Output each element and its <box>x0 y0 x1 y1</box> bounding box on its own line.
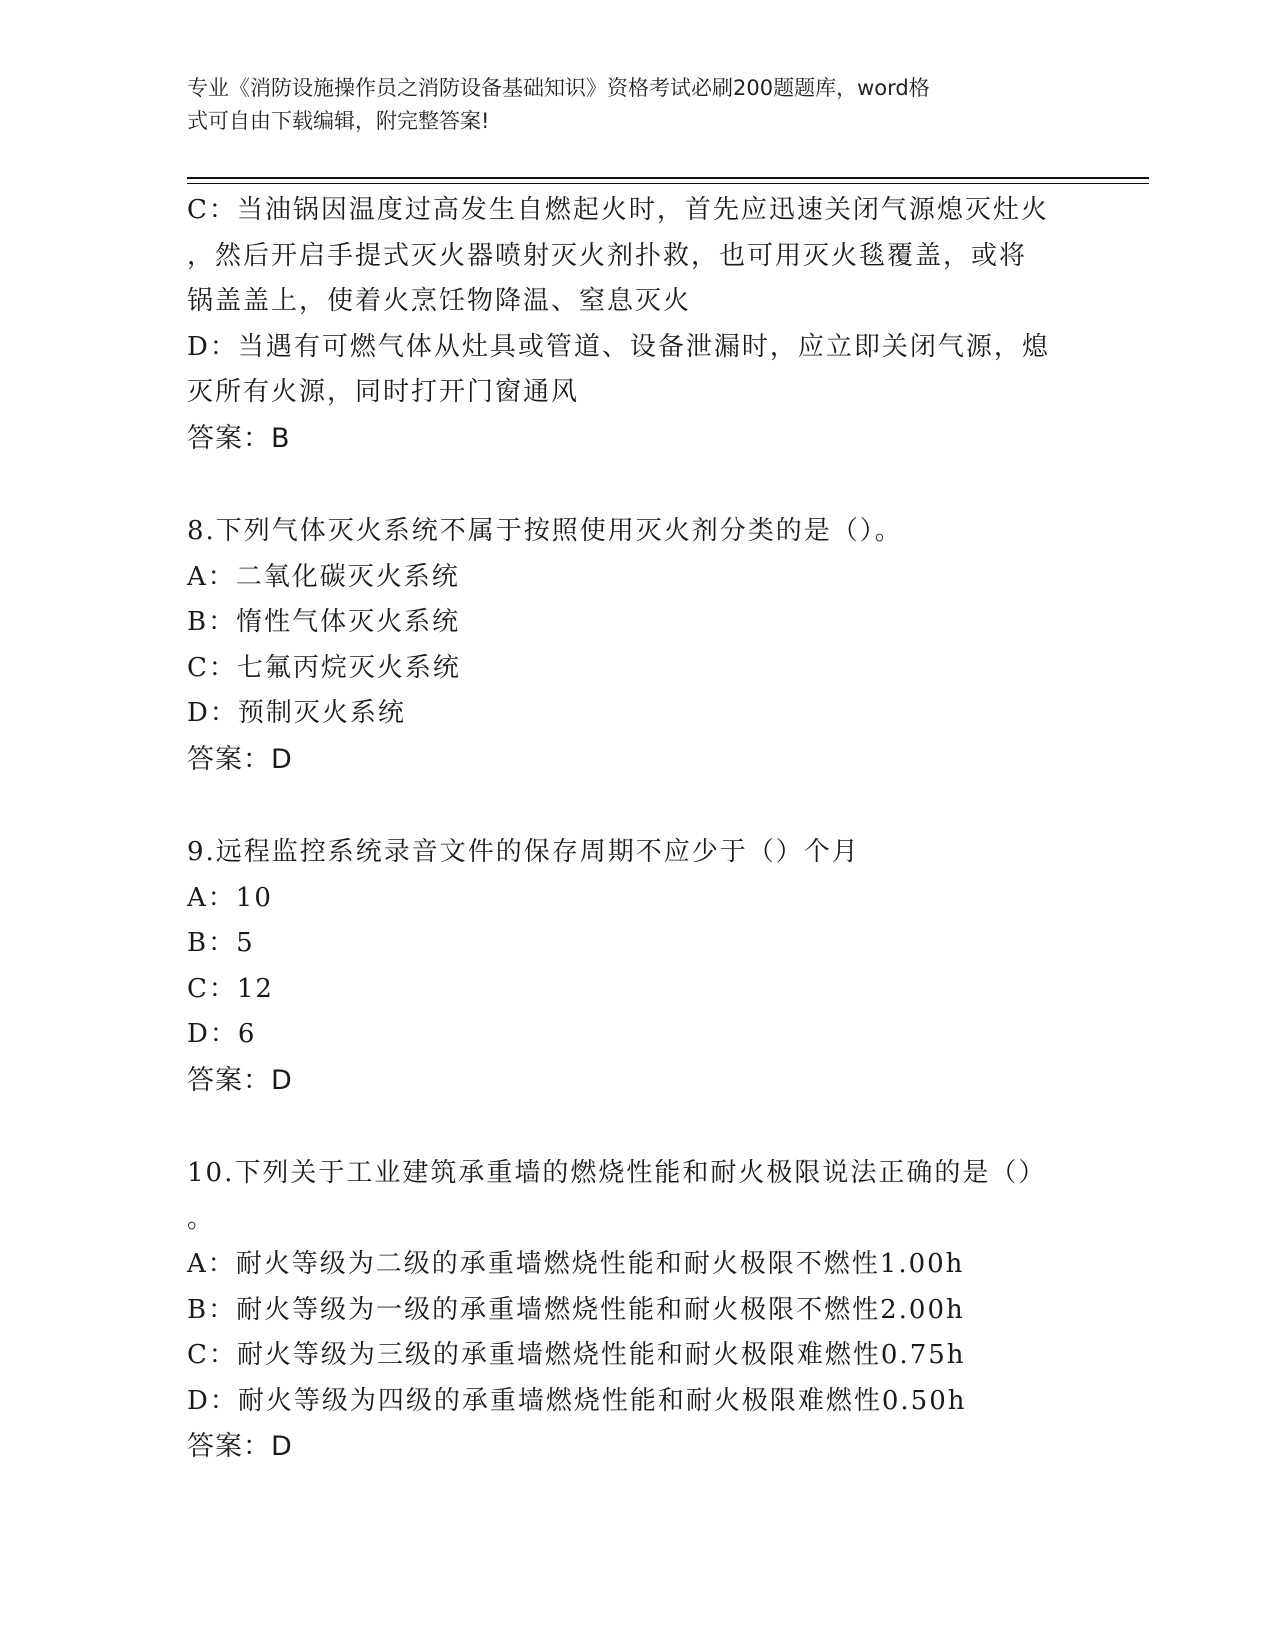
option-b: B：惰性气体灭火系统 <box>187 607 461 637</box>
option-d-line-1: D：当遇有可燃气体从灶具或管道、设备泄漏时，应立即关闭气源，熄 <box>187 331 1050 362</box>
question-9 <box>187 830 1087 1103</box>
answer-label: 答案：D <box>187 1431 293 1462</box>
header-divider-thin <box>187 183 1149 184</box>
question-stem-line-1: 10.下列关于工业建筑承重墙的燃烧性能和耐火极限说法正确的是（） <box>187 1158 1047 1188</box>
option-b: B：耐火等级为一级的承重墙燃烧性能和耐火极限不燃性2.00h <box>187 1294 965 1325</box>
option-c: C：七氟丙烷灭火系统 <box>187 652 461 683</box>
option-d: D：6 <box>187 1019 257 1049</box>
option-c: C：12 <box>187 973 274 1004</box>
question-stem: 8.下列气体灭火系统不属于按照使用灭火剂分类的是（）。 <box>187 516 903 546</box>
option-a: A：耐火等级为二级的承重墙燃烧性能和耐火极限不燃性1.00h <box>187 1249 965 1279</box>
header-line-1: 专业《消防设施操作员之消防设备基础知识》资格考试必刷200题题库，word格 <box>187 76 930 100</box>
header-line-2: 式可自由下载编辑，附完整答案! <box>187 109 490 133</box>
document-body <box>187 188 1087 1470</box>
option-b: B：5 <box>187 928 255 958</box>
option-d: D：预制灭火系统 <box>187 698 406 728</box>
previous-question-tail <box>187 188 1087 461</box>
page-header <box>187 72 1067 138</box>
answer-label: 答案：D <box>187 1064 293 1096</box>
option-c-line-1: C：当油锅因温度过高发生自燃起火时，首先应迅速关闭气源熄灭灶火 <box>187 195 1049 225</box>
answer-label: 答案：B <box>187 422 291 454</box>
question-stem-line-2: 。 <box>187 1203 216 1234</box>
question-stem: 9.远程监控系统录音文件的保存周期不应少于（）个月 <box>187 837 860 867</box>
option-c: C：耐火等级为三级的承重墙燃烧性能和耐火极限难燃性0.75h <box>187 1340 966 1370</box>
header-divider-thick <box>187 177 1149 179</box>
option-a: A：二氧化碳灭火系统 <box>187 561 460 592</box>
option-a: A：10 <box>187 882 273 913</box>
question-8 <box>187 509 1087 782</box>
answer-label: 答案：D <box>187 743 293 775</box>
question-10 <box>187 1151 1087 1470</box>
option-c-line-3: 锅盖盖上，使着火烹饪物降温、窒息灭火 <box>187 286 692 316</box>
option-d: D：耐火等级为四级的承重墙燃烧性能和耐火极限难燃性0.50h <box>187 1385 967 1416</box>
option-c-line-2: ，然后开启手提式灭火器喷射灭火剂扑救，也可用灭火毯覆盖，或将 <box>187 240 1028 271</box>
option-d-line-2: 灭所有火源，同时打开门窗通风 <box>187 377 580 407</box>
